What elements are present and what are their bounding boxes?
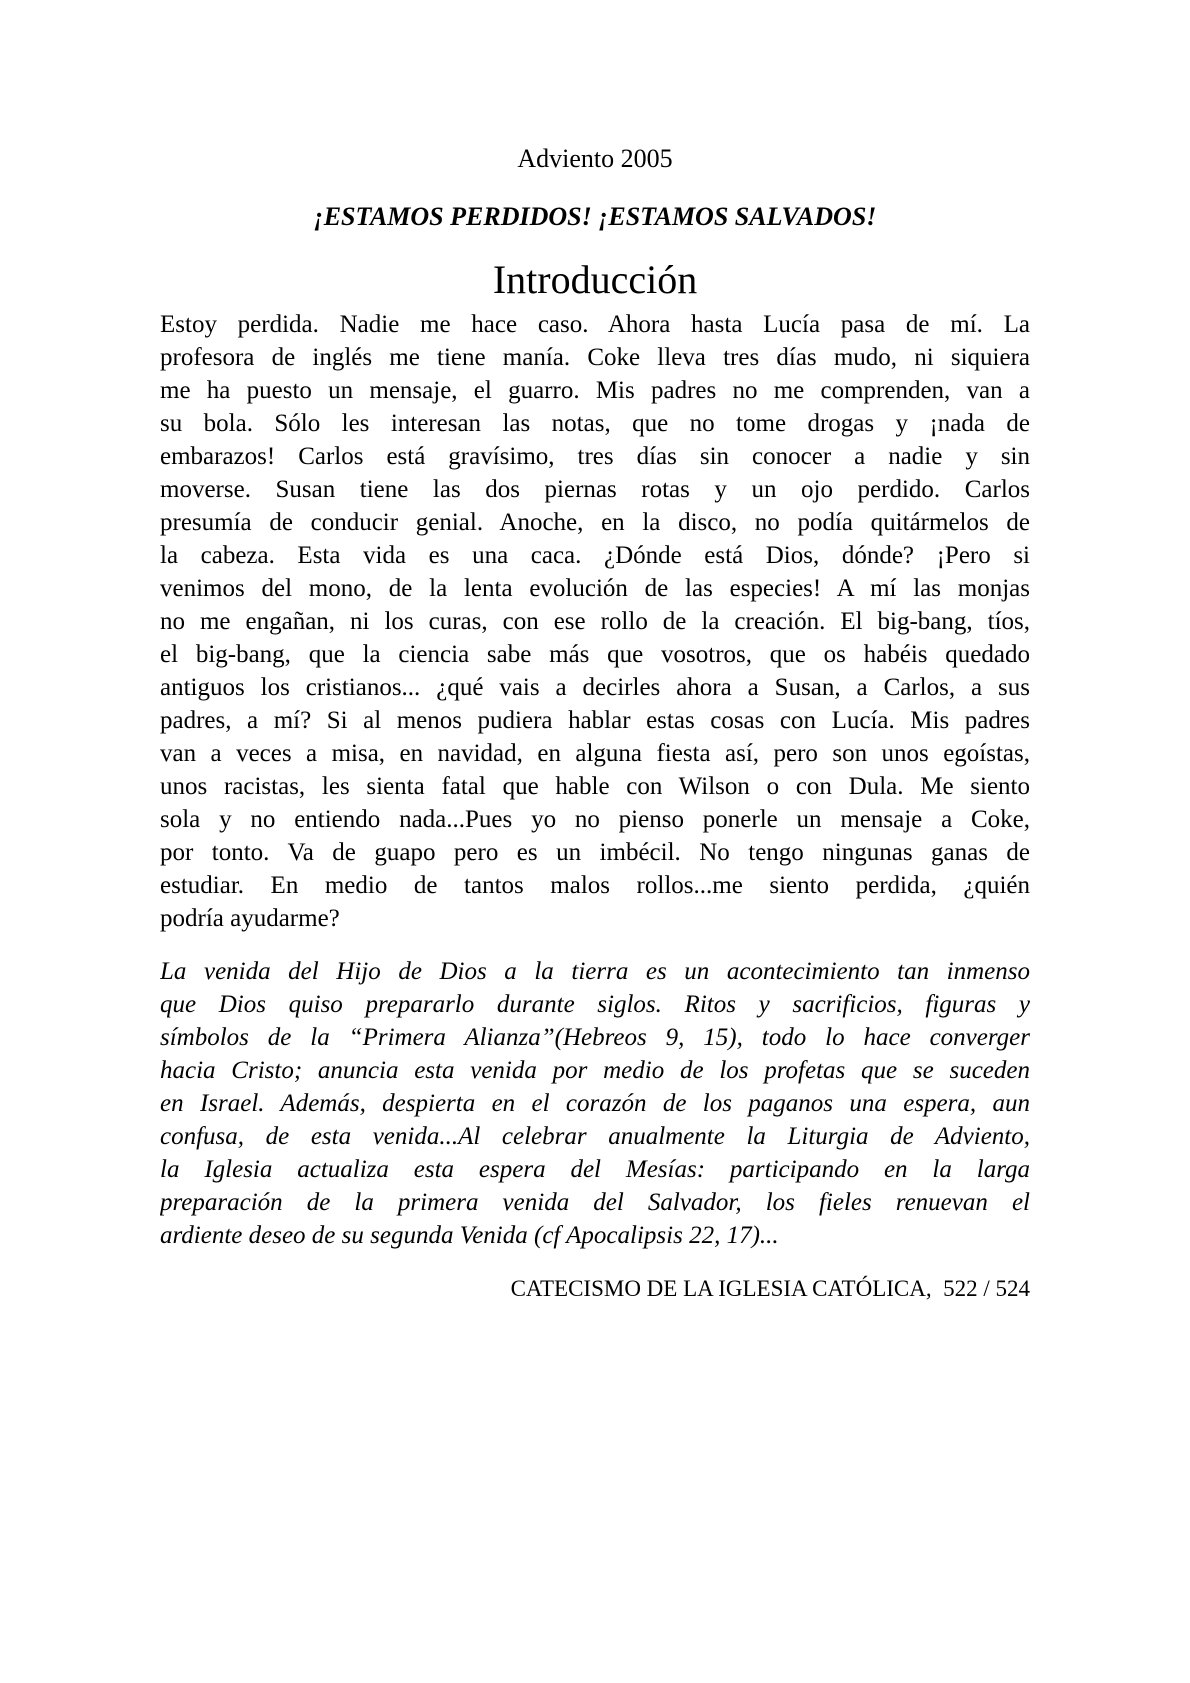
paragraph-line: el big-bang, que la ciencia sabe más que vosotros, que os habéis quedado bbox=[160, 641, 1030, 668]
paragraph-line: venimos del mono, de la lenta evolución de las especies! A mí las monjas bbox=[160, 575, 1030, 602]
paragraph-line: profesora de inglés me tiene manía. Coke lleva tres días mudo, ni siquiera bbox=[160, 344, 1030, 371]
quote-line: la Iglesia actualiza esta espera del Mesías: participando en la larga bbox=[160, 1156, 1030, 1183]
quote-line: símbolos de la “Primera Alianza”(Hebreos 9, 15), todo lo hace converger bbox=[160, 1024, 1030, 1051]
paragraph-line: padres, a mí? Si al menos pudiera hablar estas cosas con Lucía. Mis padres bbox=[160, 707, 1030, 734]
quote-paragraph bbox=[160, 955, 1030, 1252]
paragraph-line: van a veces a misa, en navidad, en alguna fiesta así, pero son unos egoístas, bbox=[160, 740, 1030, 767]
quote-line: hacia Cristo; anuncia esta venida por medio de los profetas que se suceden bbox=[160, 1057, 1030, 1084]
paragraph-line: no me engañan, ni los curas, con ese rollo de la creación. El big-bang, tíos, bbox=[160, 608, 1030, 635]
quote-line: preparación de la primera venida del Salvador, los fieles renuevan el bbox=[160, 1189, 1030, 1216]
source-citation: CATECISMO DE LA IGLESIA CATÓLICA, 522 / 524 bbox=[510, 1276, 1030, 1301]
main-title: ¡ESTAMOS PERDIDOS! ¡ESTAMOS SALVADOS! bbox=[313, 202, 877, 231]
date-line: Adviento 2005 bbox=[517, 144, 673, 173]
quote-line: La venida del Hijo de Dios a la tierra es un acontecimiento tan inmenso bbox=[160, 958, 1030, 985]
paragraph-line: me ha puesto un mensaje, el guarro. Mis padres no me comprenden, van a bbox=[160, 377, 1030, 404]
paragraph-line: estudiar. En medio de tantos malos rollos...me siento perdida, ¿quién bbox=[160, 872, 1030, 899]
paragraph-line: moverse. Susan tiene las dos piernas rotas y un ojo perdido. Carlos bbox=[160, 476, 1030, 503]
quote-line: en Israel. Además, despierta en el corazón de los paganos una espera, aun bbox=[160, 1090, 1030, 1117]
paragraph-line: unos racistas, les sienta fatal que hable con Wilson o con Dula. Me siento bbox=[160, 773, 1030, 800]
paragraph-line: embarazos! Carlos está gravísimo, tres días sin conocer a nadie y sin bbox=[160, 443, 1030, 470]
quote-line: confusa, de esta venida...Al celebrar anualmente la Liturgia de Adviento, bbox=[160, 1123, 1030, 1150]
paragraph-line: su bola. Sólo les interesan las notas, que no tome drogas y ¡nada de bbox=[160, 410, 1030, 437]
paragraph-line: podría ayudarme? bbox=[160, 905, 340, 932]
paragraph-line: Estoy perdida. Nadie me hace caso. Ahora hasta Lucía pasa de mí. La bbox=[160, 311, 1030, 338]
quote-line: ardiente deseo de su segunda Venida (cf Apocalipsis 22, 17)... bbox=[160, 1222, 779, 1249]
section-heading: Introducción bbox=[492, 257, 698, 302]
paragraph-line: por tonto. Va de guapo pero es un imbécil. No tengo ningunas ganas de bbox=[160, 839, 1030, 866]
paragraph-line: la cabeza. Esta vida es una caca. ¿Dónde está Dios, dónde? ¡Pero si bbox=[160, 542, 1030, 569]
paragraph-line: sola y no entiendo nada...Pues yo no pienso ponerle un mensaje a Coke, bbox=[160, 806, 1030, 833]
paragraph-line: presumía de conducir genial. Anoche, en la disco, no podía quitármelos de bbox=[160, 509, 1030, 536]
quote-line: que Dios quiso prepararlo durante siglos. Ritos y sacrificios, figuras y bbox=[160, 991, 1030, 1018]
intro-paragraph bbox=[160, 308, 1030, 935]
paragraph-line: antiguos los cristianos... ¿qué vais a decirles ahora a Susan, a Carlos, a sus bbox=[160, 674, 1030, 701]
